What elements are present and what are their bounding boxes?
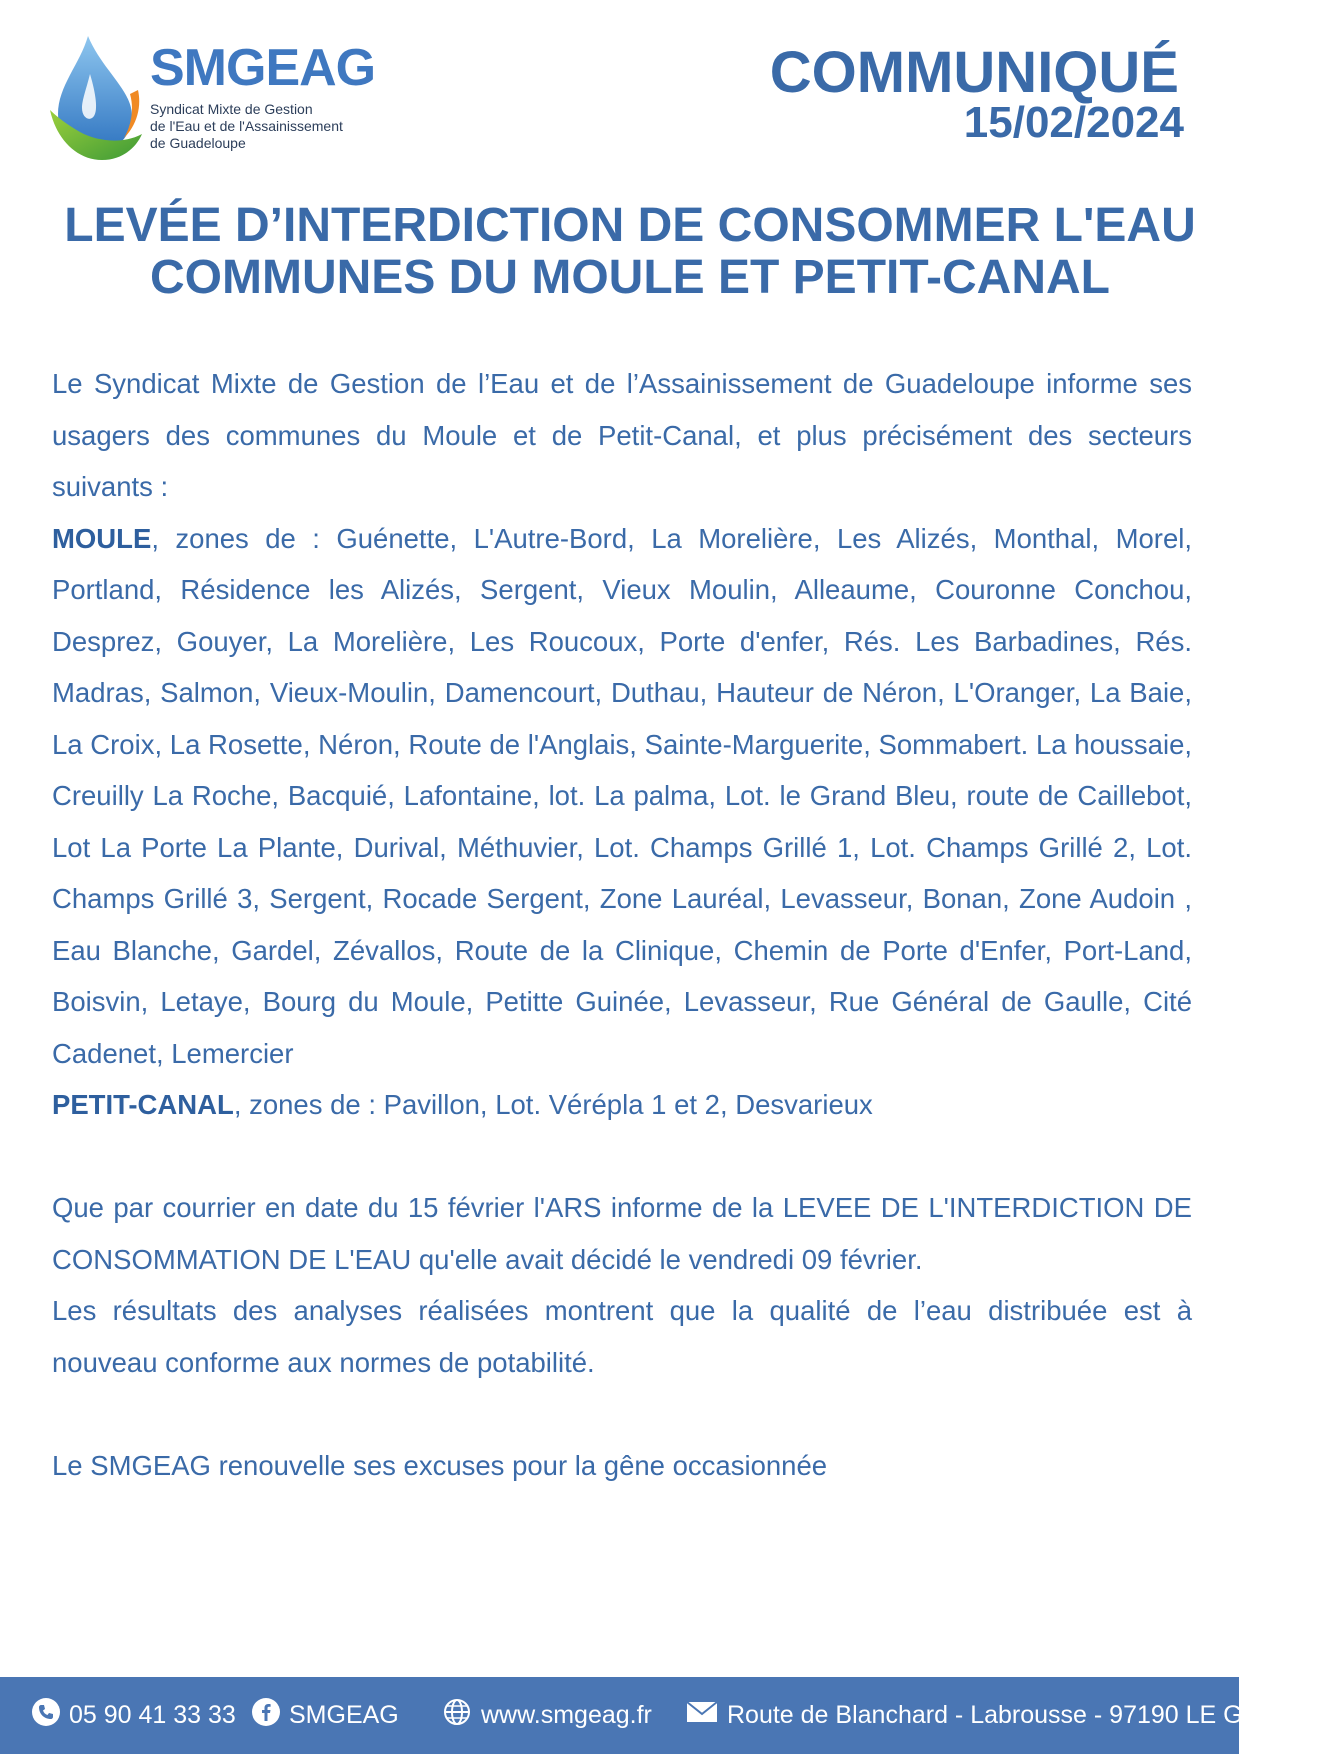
footer-phone[interactable] xyxy=(32,1677,236,1754)
logo-subtitle: Syndicat Mixte de Gestion de l'Eau et de l'Assainissement de Guadeloupe xyxy=(150,101,343,151)
footer-website[interactable] xyxy=(442,1677,652,1754)
page-headline xyxy=(40,200,1220,304)
facebook-icon xyxy=(252,1698,280,1733)
communique-date: 15/02/2024 xyxy=(963,98,1184,147)
intro-paragraph: Le Syndicat Mixte de Gestion de l’Eau et de l’Assainissement de Guadeloupe informe ses usagers des communes du Moule et de Petit-Canal, et plus précisément des secteurs suivants : xyxy=(52,368,1192,502)
footer-address xyxy=(686,1677,1320,1754)
smgeag-logo xyxy=(50,34,380,164)
envelope-icon xyxy=(686,1700,718,1731)
footer-facebook-text: SMGEAG xyxy=(289,1701,399,1729)
communique-title: COMMUNIQUÉ xyxy=(769,40,1179,105)
globe-icon xyxy=(442,1697,472,1734)
headline-line-2: COMMUNES DU MOULE ET PETIT-CANAL xyxy=(150,251,1110,304)
communique-body xyxy=(52,358,1192,1491)
footer-phone-text: 05 90 41 33 33 xyxy=(69,1701,236,1729)
closing-paragraph: Le SMGEAG renouvelle ses excuses pour la gêne occasionnée xyxy=(52,1449,828,1481)
petit-canal-paragraph xyxy=(52,1079,1192,1131)
phone-icon xyxy=(32,1698,60,1733)
ars-paragraph: Que par courrier en date du 15 février l'ARS informe de la LEVEE DE L'INTERDICTION DE CONSOMMATION DE L'EAU qu'elle avait décidé le vendredi 09 février. xyxy=(52,1192,1192,1275)
footer-address-text: Route de Blanchard - Labrousse - 97190 LE GOSIER xyxy=(727,1701,1320,1729)
footer-facebook[interactable] xyxy=(252,1677,399,1754)
moule-paragraph xyxy=(52,513,1192,1080)
water-drop-logo-icon xyxy=(50,34,145,164)
moule-label: MOULE xyxy=(52,522,152,554)
logo-wordmark: SMGEAG xyxy=(150,39,376,97)
footer-website-text: www.smgeag.fr xyxy=(481,1701,652,1729)
contact-footer xyxy=(0,1677,1320,1754)
petit-canal-zones: , zones de : Pavillon, Lot. Vérépla 1 et 2, Desvarieux xyxy=(233,1089,873,1120)
moule-zones: , zones de : Guénette, L'Autre-Bord, La Morelière, Les Alizés, Monthal, Morel, Portland, Résidence les Alizés, Sergent, Vieux Moulin, Alleaume, Couronne Conchou, Desprez, Gouyer, La Morelière, Les Roucoux, Porte d'enfer, Rés. Les Barbadines, Rés. Madras, Salmon, Vieux-Moulin, Damencourt, Duthau, Hauteur de Néron, L'Oranger, La Baie, La Croix, La Rosette, Néron, Route de l'Anglais, Sainte-Marguerite, Sommabert. La houssaie, Creuilly La Roche, Bacquié, Lafontaine, lot. La palma, Lot. le Grand Bleu, route de Caillebot, Lot La Porte La Plante, Durival, Méthuvier, Lot. Champs Grillé 1, Lot. Champs Grillé 2, Lot. Champs Grillé 3, Sergent, Rocade Sergent, Zone Lauréal, Levasseur, Bonan, Zone Audoin , Eau Blanche, Gardel, Zévallos, Route de la Clinique, Chemin de Porte d'Enfer, Port-Land, Boisvin, Letaye, Bourg du Moule, Petitte Guinée, Levasseur, Rue Général de Gaulle, Cité Cadenet, Lemercier xyxy=(52,522,1192,1069)
petit-canal-label: PETIT-CANAL xyxy=(52,1089,234,1120)
headline-line-1: LEVÉE D’INTERDICTION DE CONSOMMER L'EAU xyxy=(64,199,1196,252)
results-paragraph: Les résultats des analyses réalisées montrent que la qualité de l’eau distribuée est à nouveau conforme aux normes de potabilité. xyxy=(52,1295,1192,1378)
